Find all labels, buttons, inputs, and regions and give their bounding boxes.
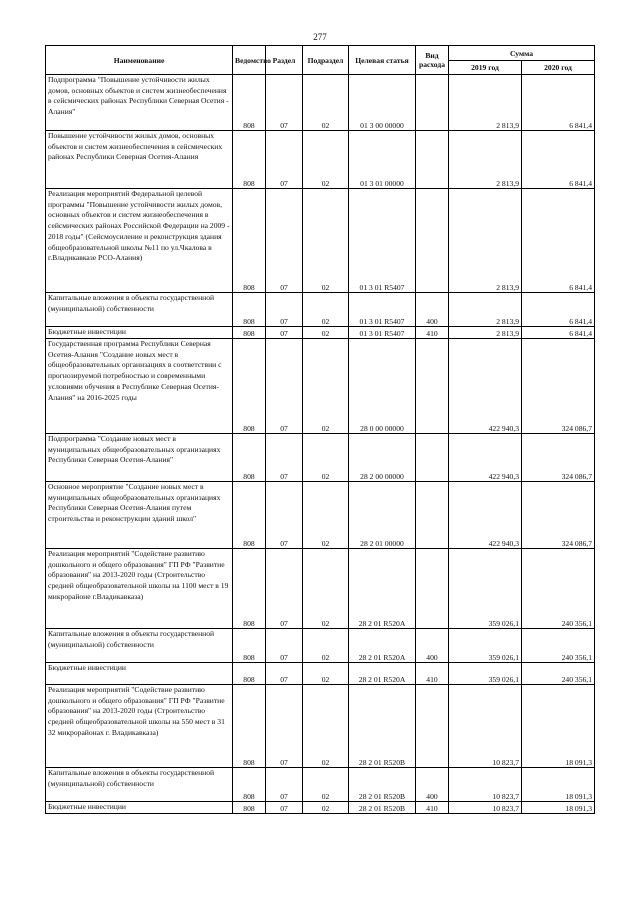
row-sum-2019: 2 813,9 xyxy=(449,293,522,327)
row-podrazdel: 02 xyxy=(303,802,349,814)
table-row xyxy=(46,549,595,629)
header-celevaya: Целевая статья xyxy=(349,46,416,75)
row-vid xyxy=(416,131,449,189)
row-vedomstvo: 808 xyxy=(233,293,266,327)
row-vedomstvo: 808 xyxy=(233,339,266,434)
row-vedomstvo: 808 xyxy=(233,75,266,131)
row-vid: 400 xyxy=(416,293,449,327)
row-name: Капитальные вложения в объекты государственной (муниципальной) собственности xyxy=(46,629,233,663)
row-name: Капитальные вложения в объекты государственной (муниципальной) собственности xyxy=(46,768,233,802)
row-name: Основное мероприятие "Создание новых мест в муниципальных общеобразовательных организациях Республики Северная Осетия-Алания путем строительства и реконструкции зданий школ" xyxy=(46,482,233,549)
row-sum-2020: 240 356,1 xyxy=(522,629,595,663)
row-celevaya: 28 2 01 R520B xyxy=(349,768,416,802)
row-podrazdel: 02 xyxy=(303,768,349,802)
budget-table xyxy=(45,45,595,814)
row-sum-2020: 6 841,4 xyxy=(522,327,595,339)
row-podrazdel: 02 xyxy=(303,685,349,768)
row-razdel: 07 xyxy=(266,549,303,629)
header-name: Наименование xyxy=(46,46,233,75)
header-razdel: Раздел xyxy=(266,46,303,75)
row-sum-2020: 6 841,4 xyxy=(522,75,595,131)
row-podrazdel: 02 xyxy=(303,339,349,434)
row-razdel: 07 xyxy=(266,434,303,482)
row-sum-2020: 6 841,4 xyxy=(522,131,595,189)
row-name: Бюджетные инвестиции xyxy=(46,802,233,814)
row-vid: 410 xyxy=(416,802,449,814)
row-name: Бюджетные инвестиции xyxy=(46,327,233,339)
row-celevaya: 01 3 00 00000 xyxy=(349,75,416,131)
row-sum-2020: 240 356,1 xyxy=(522,663,595,685)
row-vedomstvo: 808 xyxy=(233,549,266,629)
row-name: Подпрограмма "Создание новых мест в муниципальных общеобразовательных организациях Республики Северная Осетия-Алания" xyxy=(46,434,233,482)
row-celevaya: 28 0 00 00000 xyxy=(349,339,416,434)
table-row xyxy=(46,131,595,189)
header-2020: 2020 год xyxy=(522,61,595,75)
row-celevaya: 01 3 01 R5407 xyxy=(349,327,416,339)
row-celevaya: 28 2 01 R520A xyxy=(349,663,416,685)
row-podrazdel: 02 xyxy=(303,434,349,482)
row-sum-2019: 359 026,1 xyxy=(449,629,522,663)
row-celevaya: 28 2 01 R520B xyxy=(349,685,416,768)
row-vid: 400 xyxy=(416,768,449,802)
row-sum-2019: 2 813,9 xyxy=(449,131,522,189)
table-row xyxy=(46,629,595,663)
row-razdel: 07 xyxy=(266,131,303,189)
table-row xyxy=(46,802,595,814)
row-razdel: 07 xyxy=(266,685,303,768)
row-sum-2020: 240 356,1 xyxy=(522,549,595,629)
row-sum-2020: 6 841,4 xyxy=(522,293,595,327)
row-razdel: 07 xyxy=(266,768,303,802)
row-vid: 410 xyxy=(416,327,449,339)
row-podrazdel: 02 xyxy=(303,663,349,685)
row-podrazdel: 02 xyxy=(303,482,349,549)
row-sum-2019: 422 940,3 xyxy=(449,434,522,482)
header-podrazdel: Подраздел xyxy=(303,46,349,75)
table-row xyxy=(46,768,595,802)
row-sum-2019: 2 813,9 xyxy=(449,75,522,131)
table-row xyxy=(46,482,595,549)
row-vid: 410 xyxy=(416,663,449,685)
row-name: Реализация мероприятий "Содействие развитию дошкольного и общего образования" ГП РФ "Развитие образования" на 2013-2020 годы (Строительство средней общеобразовательной школы на 1100 мест в 19 микрорайоне г.Владикавказа) xyxy=(46,549,233,629)
row-sum-2019: 10 823,7 xyxy=(449,768,522,802)
row-name: Повышение устойчивости жилых домов, основных объектов и систем жизнеобеспечения в сейсмических районах Республики Северная Осетия-Алания xyxy=(46,131,233,189)
row-sum-2019: 422 940,3 xyxy=(449,339,522,434)
row-celevaya: 01 3 01 R5407 xyxy=(349,293,416,327)
row-sum-2019: 10 823,7 xyxy=(449,685,522,768)
row-celevaya: 28 2 01 R520A xyxy=(349,629,416,663)
row-podrazdel: 02 xyxy=(303,629,349,663)
row-sum-2020: 324 086,7 xyxy=(522,482,595,549)
row-podrazdel: 02 xyxy=(303,549,349,629)
row-podrazdel: 02 xyxy=(303,75,349,131)
row-sum-2020: 18 091,3 xyxy=(522,802,595,814)
row-vid: 400 xyxy=(416,629,449,663)
row-name: Подпрограмма "Повышение устойчивости жилых домов, основных объектов и систем жизнеобеспечения в сейсмических районах Республики Северная Осетия - Алания" xyxy=(46,75,233,131)
row-celevaya: 01 3 01 00000 xyxy=(349,131,416,189)
row-name: Государственная программа Республики Северная Осетия-Алания "Создание новых мест в общеобразовательных организациях в соответствии с прогнозируемой потребностью и современными условиями обучения в Республике Северная Осетия-Алания" на 2016-2025 годы xyxy=(46,339,233,434)
row-vid xyxy=(416,189,449,293)
row-razdel: 07 xyxy=(266,189,303,293)
header-vid: Вид расхода xyxy=(416,46,449,75)
table-row xyxy=(46,293,595,327)
row-sum-2020: 18 091,3 xyxy=(522,768,595,802)
row-vedomstvo: 808 xyxy=(233,189,266,293)
row-vid xyxy=(416,549,449,629)
row-vedomstvo: 808 xyxy=(233,482,266,549)
row-podrazdel: 02 xyxy=(303,189,349,293)
row-name: Реализация мероприятий Федеральной целевой программы "Повышение устойчивости жилых домов, основных объектов и систем жизнеобеспечения в сейсмических районах Российской Федерации на 2009 - 2018 годы" (Сейсмоусиление и реконструкция здания общеобразовательной школы №11 по ул.Чкалова в г.Владикавказе РСО-Алания) xyxy=(46,189,233,293)
row-sum-2019: 422 940,3 xyxy=(449,482,522,549)
row-vedomstvo: 808 xyxy=(233,663,266,685)
header-2019: 2019 год xyxy=(449,61,522,75)
table-row xyxy=(46,685,595,768)
row-celevaya: 28 2 01 00000 xyxy=(349,482,416,549)
row-podrazdel: 02 xyxy=(303,327,349,339)
row-sum-2020: 324 086,7 xyxy=(522,434,595,482)
header-vedomstvo: Ведомство xyxy=(233,46,266,75)
row-razdel: 07 xyxy=(266,327,303,339)
row-sum-2019: 2 813,9 xyxy=(449,327,522,339)
row-podrazdel: 02 xyxy=(303,293,349,327)
row-vid xyxy=(416,434,449,482)
row-sum-2019: 10 823,7 xyxy=(449,802,522,814)
table-row xyxy=(46,189,595,293)
row-vedomstvo: 808 xyxy=(233,434,266,482)
row-celevaya: 28 2 01 R520A xyxy=(349,549,416,629)
row-razdel: 07 xyxy=(266,629,303,663)
row-vid xyxy=(416,75,449,131)
page-number: 277 xyxy=(313,32,327,42)
row-razdel: 07 xyxy=(266,663,303,685)
row-sum-2020: 6 841,4 xyxy=(522,189,595,293)
row-name: Бюджетные инвестиции xyxy=(46,663,233,685)
row-sum-2019: 359 026,1 xyxy=(449,549,522,629)
row-vedomstvo: 808 xyxy=(233,131,266,189)
row-vid xyxy=(416,339,449,434)
row-vedomstvo: 808 xyxy=(233,685,266,768)
row-razdel: 07 xyxy=(266,339,303,434)
row-vedomstvo: 808 xyxy=(233,327,266,339)
row-razdel: 07 xyxy=(266,293,303,327)
row-podrazdel: 02 xyxy=(303,131,349,189)
row-vid xyxy=(416,482,449,549)
header-summa: Сумма xyxy=(449,46,595,61)
row-razdel: 07 xyxy=(266,75,303,131)
row-sum-2020: 324 086,7 xyxy=(522,339,595,434)
row-celevaya: 28 2 00 00000 xyxy=(349,434,416,482)
row-name: Реализация мероприятий "Содействие развитию дошкольного и общего образования" ГП РФ "Развитие образования" на 2013-2020 годы (Строительство средней общеобразовательной школы на 550 мест в 31 32 микрорайонах г. Владикавказа) xyxy=(46,685,233,768)
table-row xyxy=(46,75,595,131)
row-sum-2020: 18 091,3 xyxy=(522,685,595,768)
row-vedomstvo: 808 xyxy=(233,768,266,802)
row-vid xyxy=(416,685,449,768)
row-razdel: 07 xyxy=(266,482,303,549)
row-name: Капитальные вложения в объекты государственной (муниципальной) собственности xyxy=(46,293,233,327)
table-row xyxy=(46,663,595,685)
row-celevaya: 01 3 01 R5407 xyxy=(349,189,416,293)
row-celevaya: 28 2 01 R520B xyxy=(349,802,416,814)
row-vedomstvo: 808 xyxy=(233,629,266,663)
table-row xyxy=(46,327,595,339)
row-sum-2019: 2 813,9 xyxy=(449,189,522,293)
row-razdel: 07 xyxy=(266,802,303,814)
table-row xyxy=(46,434,595,482)
row-sum-2019: 359 026,1 xyxy=(449,663,522,685)
table-row xyxy=(46,339,595,434)
row-vedomstvo: 808 xyxy=(233,802,266,814)
